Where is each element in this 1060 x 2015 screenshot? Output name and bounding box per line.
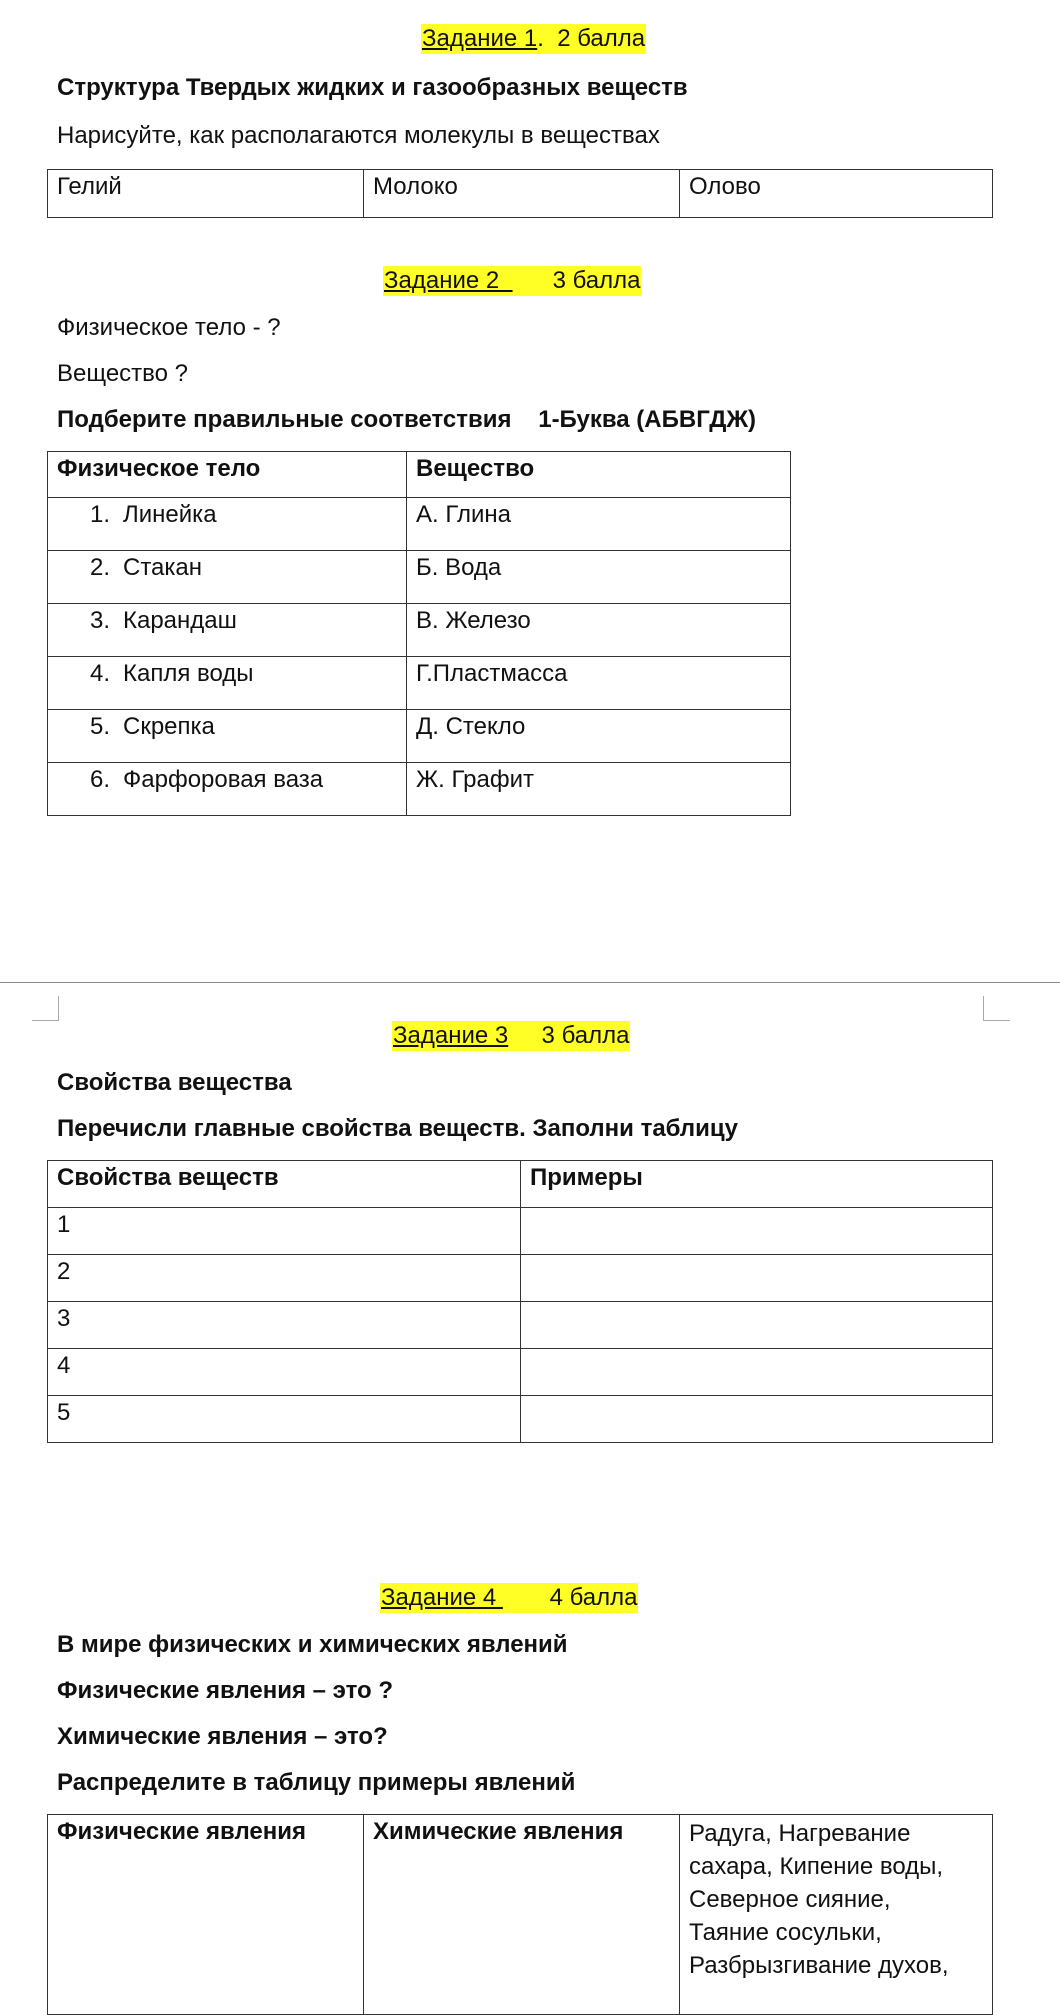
- task4-examples-cell: [680, 1815, 993, 2015]
- task3-example-cell[interactable]: [521, 1349, 993, 1396]
- task4-title-underlined: Задание 4: [381, 1584, 503, 1611]
- example-line: Северное сияние,: [689, 1886, 891, 1913]
- body-name: Скрепка: [123, 713, 215, 740]
- task2-instruction: Подберите правильные соответствия 1-Буква (АБВГДЖ): [57, 406, 756, 433]
- table-row: [48, 1396, 993, 1443]
- task3-title-underlined: Задание 3: [393, 1022, 509, 1049]
- task4-instruction: Распределите в таблицу примеры явлений: [57, 1769, 576, 1796]
- row-number: 2.: [90, 554, 111, 581]
- task4-header-chemical[interactable]: Химические явления: [364, 1815, 680, 2015]
- task1-cell-milk[interactable]: Молоко: [364, 170, 680, 218]
- table-row: [48, 1255, 993, 1302]
- row-number: 3.: [90, 607, 111, 634]
- example-line: Радуга, Нагревание: [689, 1820, 911, 1847]
- row-number: 6.: [90, 766, 111, 793]
- body-name: Линейка: [123, 501, 217, 528]
- table-row: [48, 1302, 993, 1349]
- task3-property-cell[interactable]: 1: [48, 1208, 521, 1255]
- table-row: [48, 1349, 993, 1396]
- task2-substance-cell[interactable]: Д. Стекло: [407, 710, 791, 763]
- task3-example-cell[interactable]: [521, 1255, 993, 1302]
- task1-cell-tin[interactable]: Олово: [680, 170, 993, 218]
- task4-question-chemical: Химические явления – это?: [57, 1723, 388, 1750]
- task2-substance-cell[interactable]: А. Глина: [407, 498, 791, 551]
- task3-title: [392, 1021, 630, 1051]
- task2-title-points: 3 балла: [512, 267, 641, 294]
- task3-property-cell[interactable]: 2: [48, 1255, 521, 1302]
- table-row: [48, 604, 791, 657]
- body-name: Стакан: [123, 554, 203, 581]
- table-row: [48, 498, 791, 551]
- task1-cell-helium[interactable]: Гелий: [48, 170, 364, 218]
- example-line: Разбрызгивание духов,: [689, 1952, 949, 1979]
- task2-body-cell[interactable]: [48, 763, 407, 816]
- task2-question-body: Физическое тело - ?: [57, 314, 281, 341]
- task3-subtitle: Свойства вещества: [57, 1069, 292, 1096]
- task3-title-points: 3 балла: [508, 1022, 630, 1049]
- table-row: [48, 657, 791, 710]
- task1-title: [421, 24, 646, 54]
- task2-title-underlined: Задание 2: [384, 267, 513, 294]
- example-line: Таяние сосульки,: [689, 1919, 882, 1946]
- body-name: Фарфоровая ваза: [123, 766, 324, 793]
- example-line: сахара, Кипение воды,: [689, 1853, 944, 1880]
- task4-title-points: 4 балла: [502, 1584, 638, 1611]
- task4-subtitle: В мире физических и химических явлений: [57, 1631, 568, 1658]
- row-number: 5.: [90, 713, 111, 740]
- task2-body-cell[interactable]: [48, 604, 407, 657]
- task2-header-substance: Вещество: [407, 452, 791, 498]
- row-number: 4.: [90, 660, 111, 687]
- table-row: [48, 710, 791, 763]
- page-break: [0, 982, 1060, 983]
- task2-question-substance: Вещество ?: [57, 360, 189, 387]
- task4-header-physical[interactable]: Физические явления: [48, 1815, 364, 2015]
- task2-table: [47, 451, 791, 816]
- page-corner-marker-left: [32, 996, 59, 1021]
- task2-body-cell[interactable]: [48, 710, 407, 763]
- task2-substance-cell[interactable]: В. Железо: [407, 604, 791, 657]
- page-corner-marker-right: [983, 996, 1010, 1021]
- task3-property-cell[interactable]: 3: [48, 1302, 521, 1349]
- task4-title: [380, 1583, 638, 1613]
- task2-substance-cell[interactable]: Ж. Графит: [407, 763, 791, 816]
- task2-body-cell[interactable]: [48, 498, 407, 551]
- task1-table: [47, 169, 993, 218]
- task4-table: [47, 1814, 993, 2015]
- task1-title-points: . 2 балла: [537, 25, 646, 52]
- task2-body-cell[interactable]: [48, 551, 407, 604]
- task2-substance-cell[interactable]: Б. Вода: [407, 551, 791, 604]
- task3-example-cell[interactable]: [521, 1208, 993, 1255]
- task1-title-underlined: Задание 1: [422, 25, 538, 52]
- task3-property-cell[interactable]: 4: [48, 1349, 521, 1396]
- task3-table: [47, 1160, 993, 1443]
- task2-substance-cell[interactable]: Г.Пластмасса: [407, 657, 791, 710]
- task3-property-cell[interactable]: 5: [48, 1396, 521, 1443]
- row-number: 1.: [90, 501, 111, 528]
- task2-header-body: Физическое тело: [48, 452, 407, 498]
- task2-body-cell[interactable]: [48, 657, 407, 710]
- task4-question-physical: Физические явления – это ?: [57, 1677, 394, 1704]
- task1-instruction: Нарисуйте, как располагаются молекулы в веществах: [57, 122, 660, 149]
- task3-example-cell[interactable]: [521, 1302, 993, 1349]
- body-name: Капля воды: [123, 660, 254, 687]
- task3-example-cell[interactable]: [521, 1396, 993, 1443]
- task3-instruction: Перечисли главные свойства веществ. Заполни таблицу: [57, 1115, 739, 1142]
- task1-subtitle: Структура Твердых жидких и газообразных веществ: [57, 74, 688, 101]
- table-row: [48, 1208, 993, 1255]
- body-name: Карандаш: [123, 607, 237, 634]
- table-row: [48, 551, 791, 604]
- task3-header-examples: Примеры: [521, 1161, 993, 1208]
- task2-title: [383, 266, 641, 296]
- table-row: [48, 763, 791, 816]
- task3-header-properties: Свойства веществ: [48, 1161, 521, 1208]
